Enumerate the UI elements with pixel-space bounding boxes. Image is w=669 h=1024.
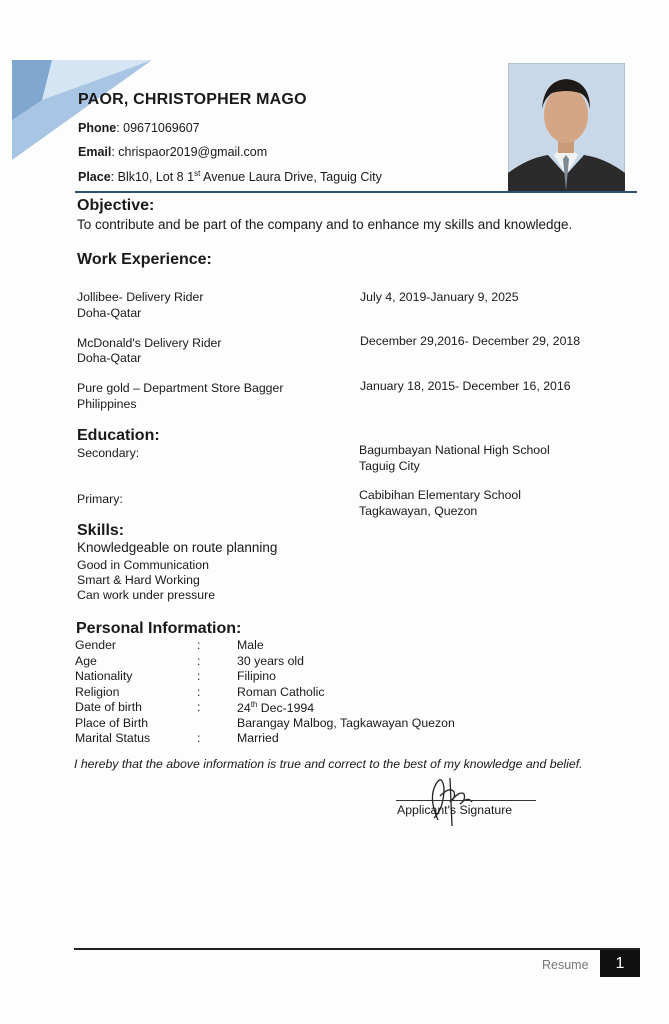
personal-row (75, 638, 495, 653)
work-role: Pure gold – Department Store Bagger (77, 381, 284, 395)
place-label: Place (78, 170, 111, 185)
page-number: 1 (600, 950, 640, 977)
personal-label: Age (75, 654, 97, 668)
education-title: Education: (77, 427, 160, 444)
education-school: Bagumbayan National High School (359, 443, 550, 457)
personal-title: Personal Information: (76, 620, 242, 637)
personal-row (75, 716, 495, 731)
header-divider (75, 191, 637, 193)
personal-value: Roman Catholic (237, 685, 325, 699)
dob-rest: Dec-1994 (257, 701, 315, 716)
personal-value: Filipino (237, 669, 276, 683)
handwritten-signature (420, 768, 480, 828)
skill-item: Can work under pressure (77, 588, 216, 602)
objective-text: To contribute and be part of the company and to enhance my skills and knowledge. (77, 217, 573, 232)
declaration-text: I hereby that the above information is true and correct to the best of my knowledge and belief. (74, 757, 583, 771)
personal-colon: : (197, 669, 201, 683)
personal-row (75, 731, 495, 746)
personal-row (75, 669, 495, 684)
phone-label: Phone (78, 121, 117, 135)
email-value: : chrispaor2019@gmail.com (111, 145, 268, 159)
signature-label: Applicant's Signature (397, 803, 513, 817)
personal-colon: : (197, 638, 201, 652)
personal-value: Male (237, 638, 264, 652)
personal-value (237, 700, 314, 715)
footer-divider (74, 948, 640, 950)
personal-label: Religion (75, 685, 120, 699)
dob-day: 24 (237, 701, 251, 716)
footer-label: Resume (542, 958, 589, 972)
personal-value: 30 years old (237, 654, 304, 668)
personal-row (75, 654, 495, 669)
objective-title: Objective: (77, 197, 155, 214)
personal-label: Place of Birth (75, 716, 149, 730)
place-value-pre: : Blk10, Lot 8 1 (110, 170, 195, 185)
applicant-name: PAOR, CHRISTOPHER MAGO (78, 91, 307, 108)
profile-photo (508, 63, 625, 191)
phone-line (78, 121, 200, 135)
email-label: Email (78, 145, 112, 159)
skill-item: Good in Communication (77, 558, 209, 572)
personal-label: Nationality (75, 669, 133, 683)
education-location: Taguig City (359, 459, 420, 473)
place-value-post: Avenue Laura Drive, Taguig City (200, 170, 382, 185)
skill-item: Smart & Hard Working (77, 573, 200, 587)
personal-row (75, 685, 495, 700)
work-title: Work Experience: (77, 251, 212, 268)
work-dates: July 4, 2019-January 9, 2025 (360, 290, 519, 304)
personal-label: Gender (75, 638, 117, 652)
phone-value: : 09671069607 (116, 121, 200, 135)
skill-item: Knowledgeable on route planning (77, 540, 278, 555)
work-role: Jollibee- Delivery Rider (77, 290, 204, 304)
work-dates: January 18, 2015- December 16, 2016 (360, 379, 571, 393)
skills-title: Skills: (77, 522, 125, 539)
work-location: Philippines (77, 397, 137, 411)
personal-row (75, 700, 495, 715)
education-location: Tagkawayan, Quezon (359, 504, 478, 518)
personal-label: Date of birth (75, 700, 142, 714)
personal-value: Barangay Malbog, Tagkawayan Quezon (237, 716, 455, 730)
education-school: Cabibihan Elementary School (359, 488, 522, 502)
work-location: Doha-Qatar (77, 351, 142, 365)
place-value-sup: st (194, 169, 201, 178)
education-level: Secondary: (77, 446, 140, 460)
personal-colon: : (197, 685, 201, 699)
personal-label: Marital Status (75, 731, 151, 745)
work-role: McDonald's Delivery Rider (77, 336, 222, 350)
education-level: Primary: (77, 492, 123, 506)
dob-suffix: th (250, 700, 258, 709)
email-line (78, 145, 267, 159)
work-location: Doha-Qatar (77, 306, 142, 320)
personal-colon: : (197, 731, 201, 745)
work-dates: December 29,2016- December 29, 2018 (360, 334, 581, 348)
personal-colon: : (197, 700, 201, 714)
personal-value: Married (237, 731, 279, 745)
personal-colon: : (197, 654, 201, 668)
signature-line (396, 800, 536, 801)
place-line (78, 169, 382, 184)
